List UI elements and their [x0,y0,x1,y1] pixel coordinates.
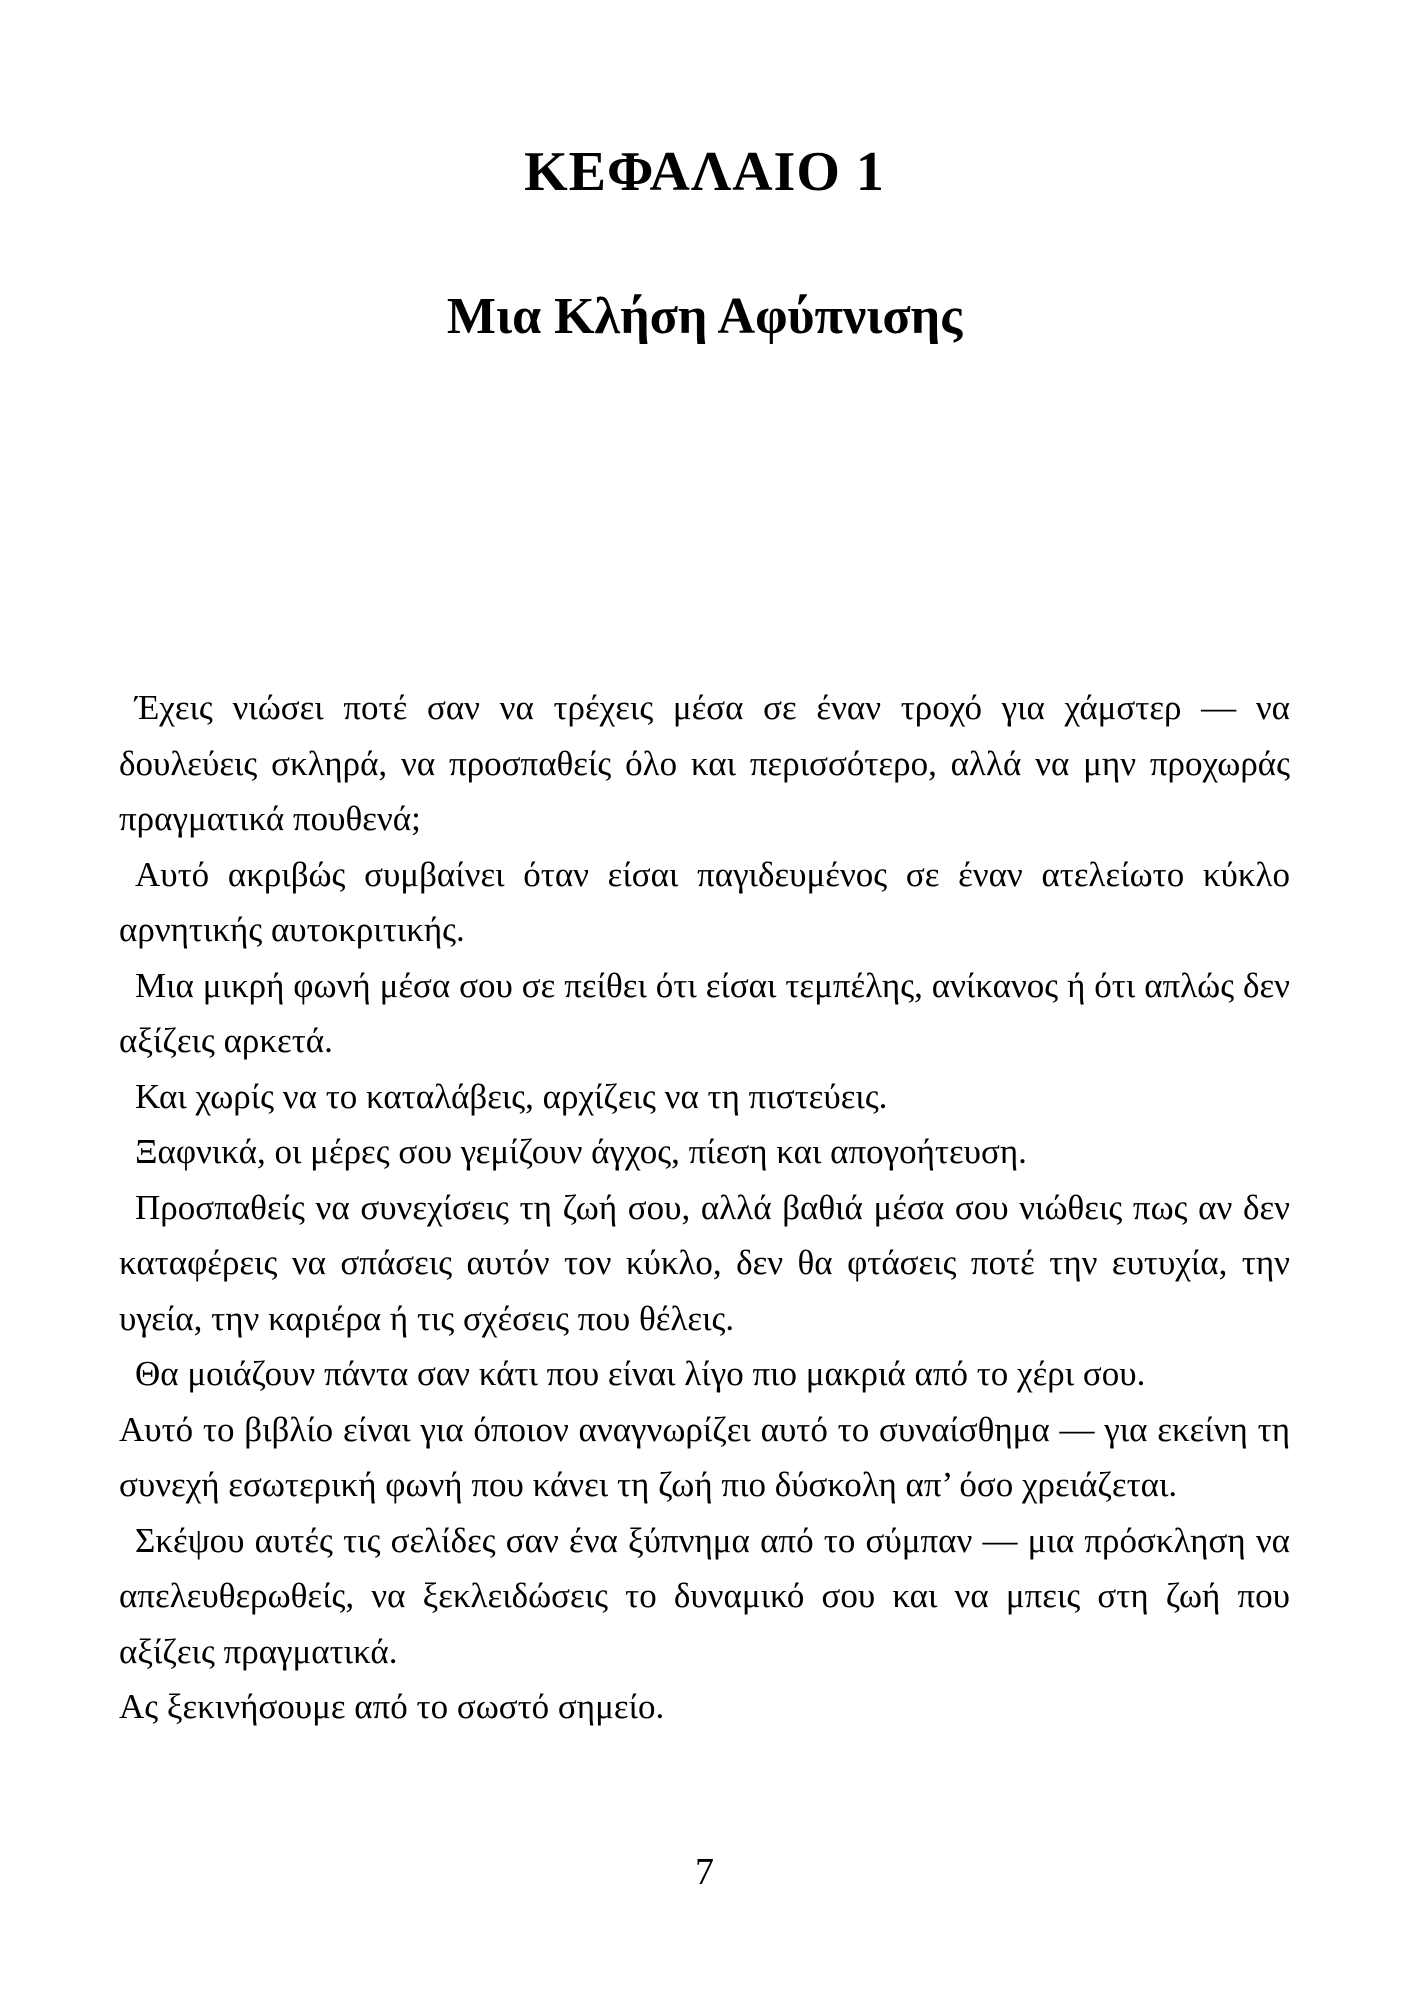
paragraph: Αυτό ακριβώς συμβαίνει όταν είσαι παγιδευμένος σε έναν ατελείωτο κύκλο αρνητικής αυτοκριτικής. [119,854,1290,949]
body-text [119,680,1290,1735]
chapter-heading: ΚΕΦΑΛΑΙΟ 1 [524,141,885,203]
paragraph: Ξαφνικά, οι μέρες σου γεμίζουν άγχος, πίεση και απογοήτευση. [135,1132,1027,1171]
paragraph: Ας ξεκινήσουμε από το σωστό σημείο. [119,1687,665,1726]
paragraph: Έχεις νιώσει ποτέ σαν να τρέχεις μέσα σε έναν τροχό για χάμστερ — να δουλεύεις σκληρά, να προσπαθείς όλο και περισσότερο, αλλά να μην προχωράς πραγματικά πουθενά; [119,688,1290,838]
page-number: 7 [695,1851,714,1893]
paragraph: Και χωρίς να το καταλάβεις, αρχίζεις να τη πιστεύεις. [135,1076,888,1116]
paragraph: Θα μοιάζουν πάντα σαν κάτι που είναι λίγο πιο μακριά από το χέρι σου. [135,1354,1146,1393]
paragraph: Προσπαθείς να συνεχίσεις τη ζωή σου, αλλά βαθιά μέσα σου νιώθεις πως αν δεν καταφέρεις να σπάσεις αυτόν τον κύκλο, δεν θα φτάσεις ποτέ την ευτυχία, την υγεία, την καριέρα ή τις σχέσεις που θέλεις. [119,1187,1290,1338]
paragraph: Σκέψου αυτές τις σελίδες σαν ένα ξύπνημα από το σύμπαν — μια πρόσκληση να απελευθερωθείς, να ξεκλειδώσεις το δυναμικό σου και να μπεις στη ζωή που αξίζεις πραγματικά. [119,1520,1290,1671]
chapter-title: Μια Κλήση Αφύπνισης [446,288,963,345]
paragraph: Μια μικρή φωνή μέσα σου σε πείθει ότι είσαι τεμπέλης, ανίκανος ή ότι απλώς δεν αξίζεις αρκετά. [119,965,1290,1060]
paragraph: Αυτό το βιβλίο είναι για όποιον αναγνωρίζει αυτό το συναίσθημα — για εκείνη τη συνεχή εσωτερική φωνή που κάνει τη ζωή πιο δύσκολη απ’ όσο χρειάζεται. [119,1409,1290,1504]
